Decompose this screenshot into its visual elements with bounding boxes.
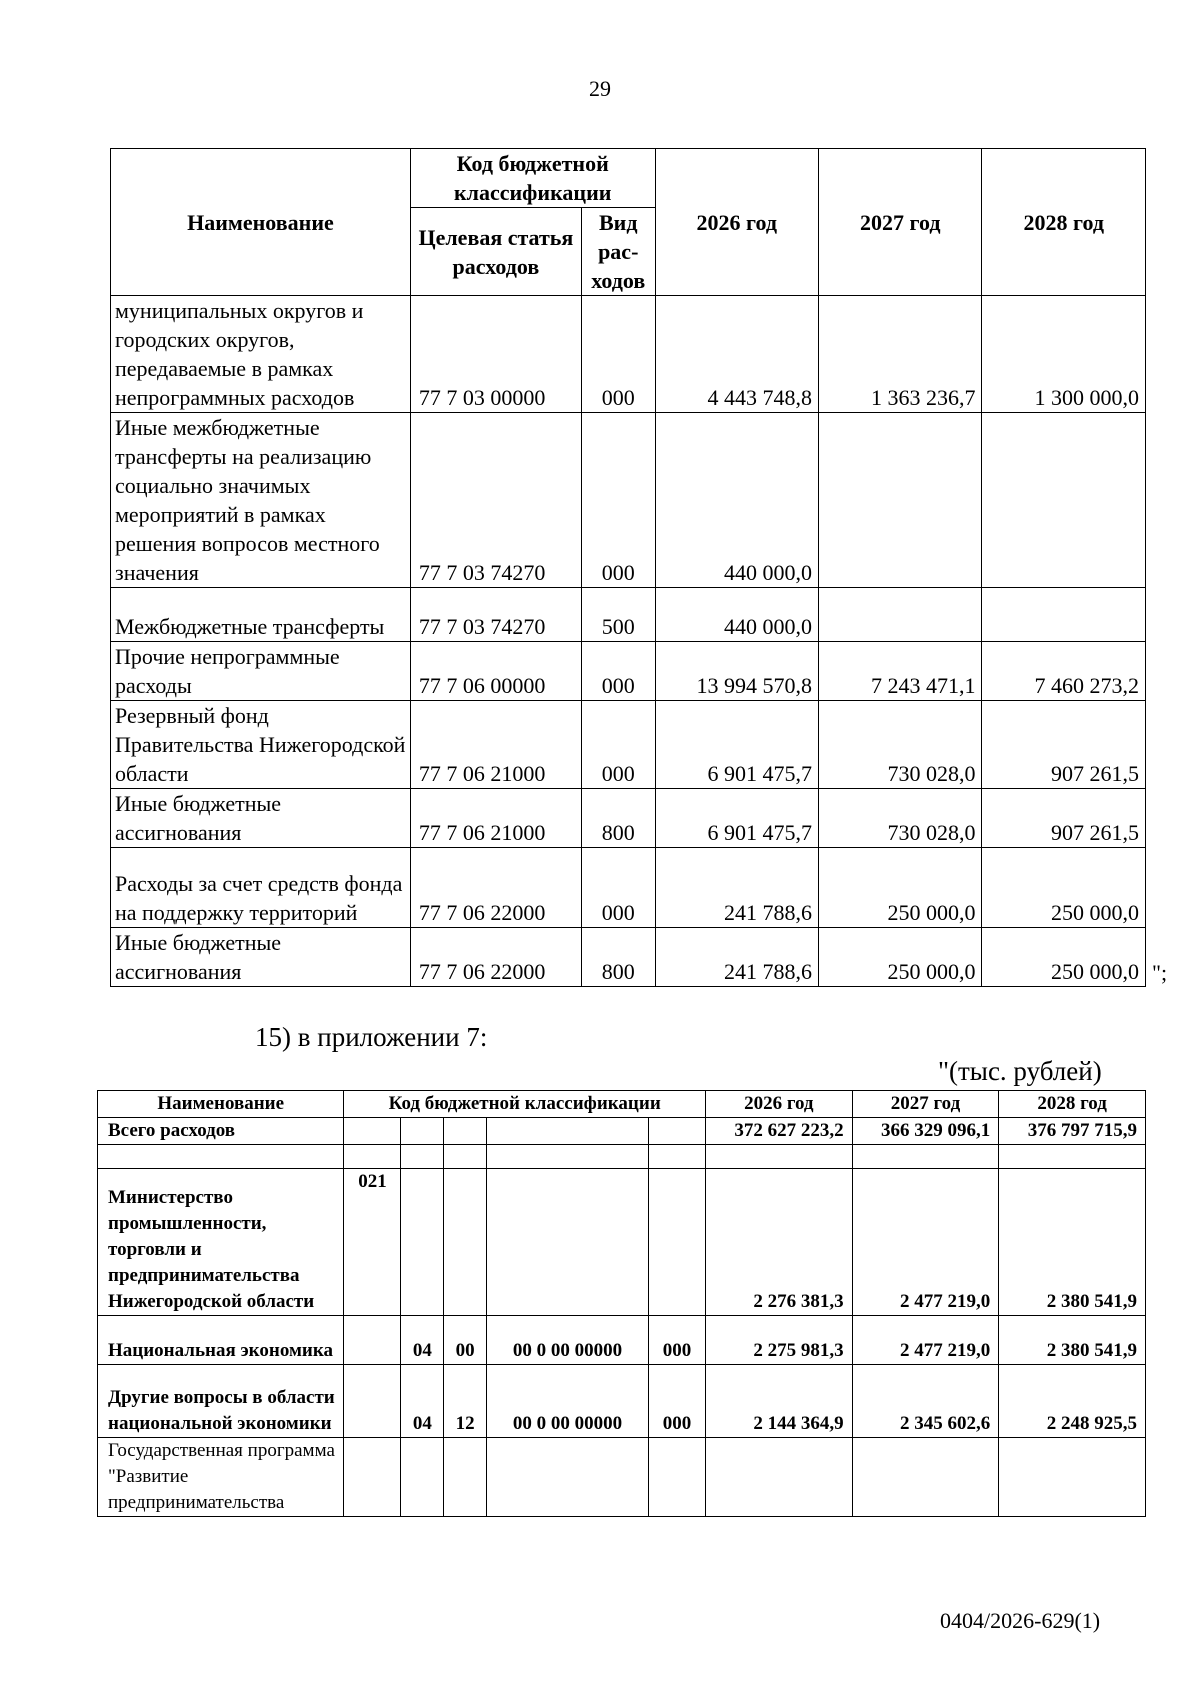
row-name: Иные бюджетные ассигнования bbox=[111, 789, 411, 848]
row-target-code bbox=[487, 1169, 649, 1316]
row-target-code: 77 7 06 21000 bbox=[410, 789, 581, 848]
row-expense-kind: 000 bbox=[581, 296, 655, 413]
row-department-code: 021 bbox=[344, 1169, 401, 1316]
table-row bbox=[111, 928, 1146, 987]
t2-header-name: Наименование bbox=[98, 1091, 344, 1118]
total-row bbox=[98, 1118, 1146, 1145]
row-section-code bbox=[401, 1438, 444, 1517]
row-value-2027 bbox=[852, 1438, 999, 1517]
row-value-2028 bbox=[982, 413, 1146, 588]
row-expense-kind: 800 bbox=[581, 789, 655, 848]
row-subsection-code bbox=[444, 1438, 487, 1517]
header-2028: 2028 год bbox=[982, 149, 1146, 296]
row-value-2027: 250 000,0 bbox=[819, 928, 982, 987]
row-department-code bbox=[344, 1438, 401, 1517]
header-target-article: Целевая статья расходов bbox=[410, 208, 581, 296]
row-section-code bbox=[401, 1169, 444, 1316]
table-row bbox=[111, 296, 1146, 413]
page-number: 29 bbox=[589, 76, 611, 101]
total-2026: 372 627 223,2 bbox=[705, 1118, 852, 1145]
total-name: Всего расходов bbox=[98, 1118, 344, 1145]
header-code-group: Код бюджетной классификации bbox=[410, 149, 655, 208]
row-name: Иные бюджетные ассигнования bbox=[111, 928, 411, 987]
row-name: Государственная программа "Развитие предпринимательства bbox=[98, 1438, 344, 1517]
row-value-2026: 4 443 748,8 bbox=[655, 296, 818, 413]
row-expense-kind: 000 bbox=[581, 848, 655, 928]
row-name: Расходы за счет средств фонда на поддержку территорий bbox=[111, 848, 411, 928]
table-row bbox=[98, 1438, 1146, 1517]
closing-quote: "; bbox=[1152, 960, 1168, 985]
row-value-2028: 7 460 273,2 bbox=[982, 642, 1146, 701]
row-name: муниципальных округов и городских округов, передаваемые в рамках непрограммных расходов bbox=[111, 296, 411, 413]
header-2027: 2027 год bbox=[819, 149, 982, 296]
row-expense-kind: 000 bbox=[648, 1316, 705, 1365]
table-row bbox=[111, 642, 1146, 701]
row-value-2028: 2 380 541,9 bbox=[999, 1169, 1146, 1316]
row-subsection-code: 12 bbox=[444, 1365, 487, 1438]
row-value-2026: 241 788,6 bbox=[655, 928, 818, 987]
row-value-2028: 2 380 541,9 bbox=[999, 1316, 1146, 1365]
row-subsection-code: 00 bbox=[444, 1316, 487, 1365]
row-name: Межбюджетные трансферты bbox=[111, 588, 411, 642]
row-value-2027: 2 477 219,0 bbox=[852, 1169, 999, 1316]
table-row bbox=[98, 1169, 1146, 1316]
t2-header-2026: 2026 год bbox=[705, 1091, 852, 1118]
row-value-2026: 2 144 364,9 bbox=[705, 1365, 852, 1438]
row-expense-kind: 000 bbox=[581, 413, 655, 588]
row-value-2027: 1 363 236,7 bbox=[819, 296, 982, 413]
spacer-row bbox=[98, 1145, 1146, 1169]
row-expense-kind bbox=[648, 1438, 705, 1517]
row-value-2026 bbox=[705, 1438, 852, 1517]
row-value-2027: 250 000,0 bbox=[819, 848, 982, 928]
row-target-code bbox=[487, 1438, 649, 1517]
row-name: Резервный фонд Правительства Нижегородской области bbox=[111, 701, 411, 789]
row-value-2028 bbox=[999, 1438, 1146, 1517]
document-number: 0404/2026-629(1) bbox=[940, 1608, 1101, 1633]
row-value-2028: 250 000,0 bbox=[982, 848, 1146, 928]
total-2028: 376 797 715,9 bbox=[999, 1118, 1146, 1145]
row-target-code: 77 7 06 21000 bbox=[410, 701, 581, 789]
row-value-2027 bbox=[819, 413, 982, 588]
header-name: Наименование bbox=[111, 149, 411, 296]
budget-table-2 bbox=[97, 1090, 1146, 1517]
row-value-2026: 2 275 981,3 bbox=[705, 1316, 852, 1365]
row-value-2028 bbox=[982, 588, 1146, 642]
row-section-code: 04 bbox=[401, 1365, 444, 1438]
row-value-2026: 13 994 570,8 bbox=[655, 642, 818, 701]
row-value-2027: 2 477 219,0 bbox=[852, 1316, 999, 1365]
row-expense-kind: 000 bbox=[648, 1365, 705, 1438]
row-target-code: 77 7 06 22000 bbox=[410, 928, 581, 987]
row-department-code bbox=[344, 1365, 401, 1438]
row-expense-kind: 000 bbox=[581, 701, 655, 789]
row-target-code: 00 0 00 00000 bbox=[487, 1365, 649, 1438]
row-value-2026: 6 901 475,7 bbox=[655, 789, 818, 848]
row-value-2026: 440 000,0 bbox=[655, 588, 818, 642]
row-value-2028: 907 261,5 bbox=[982, 789, 1146, 848]
row-expense-kind: 000 bbox=[581, 642, 655, 701]
row-value-2028: 1 300 000,0 bbox=[982, 296, 1146, 413]
row-target-code: 77 7 03 00000 bbox=[410, 296, 581, 413]
table-row bbox=[98, 1316, 1146, 1365]
budget-table-1 bbox=[110, 148, 1146, 987]
row-target-code: 77 7 06 22000 bbox=[410, 848, 581, 928]
header-expense-kind: Вид рас-ходов bbox=[581, 208, 655, 296]
row-target-code: 77 7 03 74270 bbox=[410, 413, 581, 588]
row-expense-kind: 500 bbox=[581, 588, 655, 642]
row-value-2027: 2 345 602,6 bbox=[852, 1365, 999, 1438]
row-name: Национальная экономика bbox=[98, 1316, 344, 1365]
t2-header-2027: 2027 год bbox=[852, 1091, 999, 1118]
row-value-2027: 730 028,0 bbox=[819, 701, 982, 789]
row-target-code: 77 7 06 00000 bbox=[410, 642, 581, 701]
table-row bbox=[111, 789, 1146, 848]
row-value-2026: 6 901 475,7 bbox=[655, 701, 818, 789]
table-row bbox=[98, 1365, 1146, 1438]
row-name: Иные межбюджетные трансферты на реализацию социально значимых мероприятий в рамках решения вопросов местного значения bbox=[111, 413, 411, 588]
row-section-code: 04 bbox=[401, 1316, 444, 1365]
row-name: Другие вопросы в области национальной экономики bbox=[98, 1365, 344, 1438]
row-expense-kind: 800 bbox=[581, 928, 655, 987]
row-department-code bbox=[344, 1316, 401, 1365]
row-target-code: 00 0 00 00000 bbox=[487, 1316, 649, 1365]
table-row bbox=[111, 588, 1146, 642]
table-row bbox=[111, 848, 1146, 928]
total-2027: 366 329 096,1 bbox=[852, 1118, 999, 1145]
t2-header-code-group: Код бюджетной классификации bbox=[344, 1091, 706, 1118]
row-expense-kind bbox=[648, 1169, 705, 1316]
t2-header-2028: 2028 год bbox=[999, 1091, 1146, 1118]
row-value-2028: 907 261,5 bbox=[982, 701, 1146, 789]
row-subsection-code bbox=[444, 1169, 487, 1316]
row-value-2028: 250 000,0 bbox=[982, 928, 1146, 987]
units-label: "(тыс. рублей) bbox=[938, 1056, 1102, 1086]
row-name: Прочие непрограммные расходы bbox=[111, 642, 411, 701]
table-row bbox=[111, 701, 1146, 789]
row-value-2028: 2 248 925,5 bbox=[999, 1365, 1146, 1438]
row-value-2026: 440 000,0 bbox=[655, 413, 818, 588]
row-value-2027 bbox=[819, 588, 982, 642]
row-value-2026: 241 788,6 bbox=[655, 848, 818, 928]
row-value-2027: 730 028,0 bbox=[819, 789, 982, 848]
row-value-2027: 7 243 471,1 bbox=[819, 642, 982, 701]
table-row bbox=[111, 413, 1146, 588]
header-2026: 2026 год bbox=[655, 149, 818, 296]
section-title: 15) в приложении 7: bbox=[255, 1022, 488, 1052]
row-target-code: 77 7 03 74270 bbox=[410, 588, 581, 642]
row-name: Министерство промышленности, торговли и предпринимательства Нижегородской области bbox=[98, 1169, 344, 1316]
row-value-2026: 2 276 381,3 bbox=[705, 1169, 852, 1316]
